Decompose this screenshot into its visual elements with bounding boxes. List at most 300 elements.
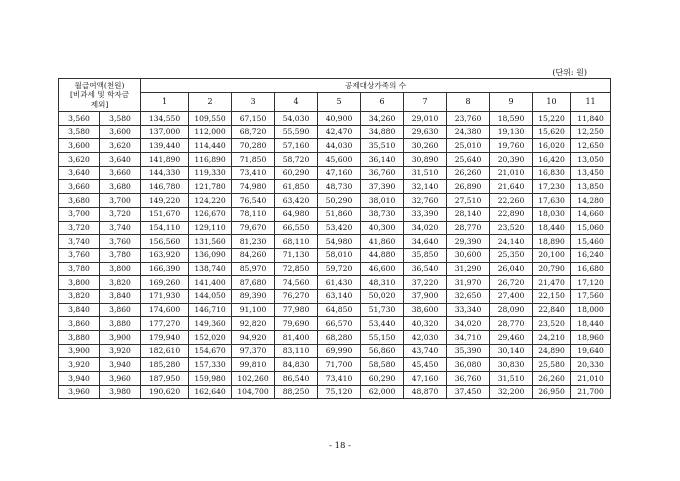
tax-amount-cell: 163,920 <box>141 248 189 262</box>
tax-amount-cell: 18,030 <box>533 207 571 221</box>
tax-amount-cell: 21,640 <box>490 180 533 194</box>
salary-to-cell: 3,800 <box>100 262 141 276</box>
tax-amount-cell: 30,830 <box>490 358 533 372</box>
tax-amount-cell: 85,970 <box>232 262 275 276</box>
tax-amount-cell: 16,420 <box>533 153 571 167</box>
tax-amount-cell: 74,560 <box>275 276 318 290</box>
tax-amount-cell: 62,000 <box>361 385 404 399</box>
table-row <box>59 125 611 139</box>
tax-amount-cell: 15,220 <box>533 112 571 126</box>
tax-amount-cell: 29,010 <box>404 112 447 126</box>
tax-amount-cell: 79,670 <box>232 221 275 235</box>
tax-amount-cell: 116,890 <box>189 153 232 167</box>
tax-amount-cell: 29,630 <box>404 125 447 139</box>
tax-amount-cell: 35,510 <box>361 139 404 153</box>
tax-amount-cell: 139,440 <box>141 139 189 153</box>
tax-amount-cell: 84,260 <box>232 248 275 262</box>
tax-amount-cell: 37,450 <box>447 385 490 399</box>
tax-amount-cell: 104,700 <box>232 385 275 399</box>
tax-amount-cell: 76,540 <box>232 194 275 208</box>
tax-amount-cell: 15,620 <box>533 125 571 139</box>
tax-amount-cell: 45,450 <box>404 358 447 372</box>
salary-from-cell: 3,860 <box>59 317 100 331</box>
tax-amount-cell: 59,720 <box>318 262 361 276</box>
tax-amount-cell: 136,090 <box>189 248 232 262</box>
tax-amount-cell: 99,810 <box>232 358 275 372</box>
tax-amount-cell: 68,110 <box>275 235 318 249</box>
tax-amount-cell: 182,610 <box>141 344 189 358</box>
table-row <box>59 372 611 386</box>
table-row <box>59 358 611 372</box>
tax-amount-cell: 23,520 <box>490 221 533 235</box>
tax-amount-cell: 44,030 <box>318 139 361 153</box>
tax-amount-cell: 16,680 <box>571 262 611 276</box>
tax-amount-cell: 146,710 <box>189 303 232 317</box>
table-row <box>59 248 611 262</box>
tax-amount-cell: 60,290 <box>275 166 318 180</box>
tax-amount-cell: 84,830 <box>275 358 318 372</box>
tax-amount-cell: 33,390 <box>404 207 447 221</box>
tax-amount-cell: 42,030 <box>404 331 447 345</box>
tax-amount-cell: 26,040 <box>490 262 533 276</box>
tax-amount-cell: 177,270 <box>141 317 189 331</box>
tax-amount-cell: 151,670 <box>141 207 189 221</box>
tax-amount-cell: 28,770 <box>447 221 490 235</box>
tax-amount-cell: 68,280 <box>318 331 361 345</box>
table-row <box>59 166 611 180</box>
tax-amount-cell: 26,260 <box>533 372 571 386</box>
tax-amount-cell: 89,390 <box>232 289 275 303</box>
salary-to-cell: 3,780 <box>100 248 141 262</box>
tax-amount-cell: 28,140 <box>447 207 490 221</box>
tax-amount-cell: 36,760 <box>361 166 404 180</box>
tax-amount-cell: 25,580 <box>533 358 571 372</box>
tax-amount-cell: 51,860 <box>318 207 361 221</box>
tax-amount-cell: 17,230 <box>533 180 571 194</box>
table-row <box>59 139 611 153</box>
tax-amount-cell: 68,720 <box>232 125 275 139</box>
tax-amount-cell: 63,420 <box>275 194 318 208</box>
salary-to-cell: 3,900 <box>100 331 141 345</box>
salary-to-cell: 3,960 <box>100 372 141 386</box>
tax-amount-cell: 21,470 <box>533 276 571 290</box>
salary-from-cell: 3,600 <box>59 139 100 153</box>
tax-amount-cell: 149,220 <box>141 194 189 208</box>
tax-amount-cell: 154,110 <box>141 221 189 235</box>
tax-amount-cell: 19,640 <box>571 344 611 358</box>
tax-amount-cell: 109,550 <box>189 112 232 126</box>
tax-amount-cell: 32,200 <box>490 385 533 399</box>
tax-amount-cell: 22,840 <box>533 303 571 317</box>
salary-to-cell: 3,920 <box>100 344 141 358</box>
tax-amount-cell: 169,260 <box>141 276 189 290</box>
tax-amount-cell: 53,440 <box>361 317 404 331</box>
tax-amount-cell: 53,420 <box>318 221 361 235</box>
family-count-cell: 7 <box>404 93 447 112</box>
tax-amount-cell: 36,080 <box>447 358 490 372</box>
tax-amount-cell: 58,580 <box>361 358 404 372</box>
tax-amount-cell: 190,620 <box>141 385 189 399</box>
tax-amount-cell: 37,220 <box>404 276 447 290</box>
tax-amount-cell: 26,260 <box>447 166 490 180</box>
table-row <box>59 194 611 208</box>
table-row <box>59 276 611 290</box>
tax-amount-cell: 29,390 <box>447 235 490 249</box>
tax-amount-cell: 70,280 <box>232 139 275 153</box>
salary-to-cell: 3,680 <box>100 180 141 194</box>
tax-amount-cell: 149,360 <box>189 317 232 331</box>
tax-amount-cell: 21,010 <box>490 166 533 180</box>
tax-amount-cell: 51,730 <box>361 303 404 317</box>
tax-amount-cell: 31,510 <box>490 372 533 386</box>
tax-amount-cell: 18,890 <box>533 235 571 249</box>
tax-amount-cell: 47,160 <box>318 166 361 180</box>
tax-amount-cell: 16,020 <box>533 139 571 153</box>
tax-amount-cell: 24,210 <box>533 331 571 345</box>
tax-amount-cell: 144,050 <box>189 289 232 303</box>
tax-amount-cell: 38,010 <box>361 194 404 208</box>
tax-amount-cell: 20,330 <box>571 358 611 372</box>
tax-amount-cell: 87,680 <box>232 276 275 290</box>
tax-amount-cell: 41,860 <box>361 235 404 249</box>
table-row <box>59 207 611 221</box>
tax-amount-cell: 81,230 <box>232 235 275 249</box>
tax-amount-cell: 26,720 <box>490 276 533 290</box>
tax-amount-cell: 22,890 <box>490 207 533 221</box>
tax-amount-cell: 157,330 <box>189 358 232 372</box>
tax-amount-cell: 71,130 <box>275 248 318 262</box>
salary-to-cell: 3,820 <box>100 276 141 290</box>
tax-amount-cell: 67,150 <box>232 112 275 126</box>
tax-amount-cell: 92,820 <box>232 317 275 331</box>
tax-amount-cell: 13,850 <box>571 180 611 194</box>
tax-amount-cell: 23,520 <box>533 317 571 331</box>
tax-amount-cell: 152,020 <box>189 331 232 345</box>
family-count-cell: 2 <box>189 93 232 112</box>
salary-from-cell: 3,840 <box>59 303 100 317</box>
tax-amount-cell: 71,700 <box>318 358 361 372</box>
tax-amount-cell: 18,000 <box>571 303 611 317</box>
salary-to-cell: 3,720 <box>100 207 141 221</box>
tax-amount-cell: 30,600 <box>447 248 490 262</box>
family-count-cell: 6 <box>361 93 404 112</box>
tax-amount-cell: 34,880 <box>361 125 404 139</box>
tax-amount-cell: 179,940 <box>141 331 189 345</box>
tax-amount-cell: 24,140 <box>490 235 533 249</box>
tax-amount-cell: 27,510 <box>447 194 490 208</box>
salary-range-header: 월급여액(천원) [비과세 및 학자금 제외] <box>59 79 141 112</box>
table-row <box>59 235 611 249</box>
salary-to-cell: 3,760 <box>100 235 141 249</box>
tax-amount-cell: 34,640 <box>404 235 447 249</box>
salary-from-cell: 3,940 <box>59 372 100 386</box>
tax-amount-cell: 174,600 <box>141 303 189 317</box>
tax-amount-cell: 48,730 <box>318 180 361 194</box>
tax-amount-cell: 25,350 <box>490 248 533 262</box>
tax-amount-cell: 76,270 <box>275 289 318 303</box>
salary-from-cell: 3,880 <box>59 331 100 345</box>
tax-amount-cell: 146,780 <box>141 180 189 194</box>
family-count-cell: 10 <box>533 93 571 112</box>
tax-amount-cell: 88,250 <box>275 385 318 399</box>
tax-amount-cell: 134,550 <box>141 112 189 126</box>
tax-amount-cell: 77,980 <box>275 303 318 317</box>
tax-amount-cell: 30,140 <box>490 344 533 358</box>
tax-amount-cell: 48,310 <box>361 276 404 290</box>
tax-amount-cell: 22,150 <box>533 289 571 303</box>
tax-amount-cell: 34,020 <box>447 317 490 331</box>
tax-amount-cell: 45,600 <box>318 153 361 167</box>
tax-amount-cell: 12,250 <box>571 125 611 139</box>
tax-amount-cell: 74,980 <box>232 180 275 194</box>
tax-amount-cell: 112,000 <box>189 125 232 139</box>
tax-amount-cell: 14,660 <box>571 207 611 221</box>
page-number: - 18 - <box>329 441 351 451</box>
tax-amount-cell: 20,100 <box>533 248 571 262</box>
tax-amount-cell: 156,560 <box>141 235 189 249</box>
tax-amount-cell: 17,630 <box>533 194 571 208</box>
tax-amount-cell: 13,450 <box>571 166 611 180</box>
tax-amount-cell: 44,880 <box>361 248 404 262</box>
tax-amount-cell: 31,510 <box>404 166 447 180</box>
tax-amount-cell: 15,060 <box>571 221 611 235</box>
salary-to-cell: 3,880 <box>100 317 141 331</box>
header-row-2 <box>59 93 611 112</box>
tax-amount-cell: 18,440 <box>571 317 611 331</box>
tax-amount-cell: 22,260 <box>490 194 533 208</box>
salary-from-cell: 3,580 <box>59 125 100 139</box>
tax-amount-cell: 37,900 <box>404 289 447 303</box>
tax-amount-cell: 159,980 <box>189 372 232 386</box>
tax-amount-cell: 34,260 <box>361 112 404 126</box>
tax-amount-cell: 55,590 <box>275 125 318 139</box>
salary-to-cell: 3,660 <box>100 166 141 180</box>
tax-amount-cell: 40,320 <box>404 317 447 331</box>
tax-amount-cell: 28,090 <box>490 303 533 317</box>
tax-amount-cell: 31,970 <box>447 276 490 290</box>
family-count-cell: 5 <box>318 93 361 112</box>
tax-amount-cell: 42,470 <box>318 125 361 139</box>
tax-amount-cell: 94,920 <box>232 331 275 345</box>
tax-amount-cell: 97,370 <box>232 344 275 358</box>
tax-amount-cell: 40,900 <box>318 112 361 126</box>
tax-amount-cell: 24,380 <box>447 125 490 139</box>
tax-amount-cell: 30,260 <box>404 139 447 153</box>
tax-amount-cell: 35,390 <box>447 344 490 358</box>
tax-amount-cell: 48,870 <box>404 385 447 399</box>
tax-amount-cell: 36,140 <box>361 153 404 167</box>
tax-amount-cell: 16,240 <box>571 248 611 262</box>
tax-amount-cell: 119,330 <box>189 166 232 180</box>
tax-amount-cell: 162,640 <box>189 385 232 399</box>
table-row <box>59 344 611 358</box>
tax-amount-cell: 171,930 <box>141 289 189 303</box>
table-row <box>59 331 611 345</box>
tax-amount-cell: 83,110 <box>275 344 318 358</box>
table-row <box>59 153 611 167</box>
tax-amount-cell: 21,010 <box>571 372 611 386</box>
tax-amount-cell: 29,460 <box>490 331 533 345</box>
tax-amount-cell: 61,430 <box>318 276 361 290</box>
salary-to-cell: 3,940 <box>100 358 141 372</box>
tax-amount-cell: 64,980 <box>275 207 318 221</box>
family-count-cell: 3 <box>232 93 275 112</box>
salary-to-cell: 3,600 <box>100 125 141 139</box>
tax-amount-cell: 26,890 <box>447 180 490 194</box>
tax-amount-cell: 114,440 <box>189 139 232 153</box>
family-count-cell: 11 <box>571 93 611 112</box>
tax-amount-cell: 71,850 <box>232 153 275 167</box>
tax-amount-cell: 66,570 <box>318 317 361 331</box>
tax-amount-cell: 78,110 <box>232 207 275 221</box>
tax-amount-cell: 64,850 <box>318 303 361 317</box>
salary-from-cell: 3,960 <box>59 385 100 399</box>
tax-amount-cell: 185,280 <box>141 358 189 372</box>
tax-amount-cell: 124,220 <box>189 194 232 208</box>
salary-to-cell: 3,840 <box>100 289 141 303</box>
tax-amount-cell: 72,850 <box>275 262 318 276</box>
tax-amount-cell: 32,650 <box>447 289 490 303</box>
tax-amount-cell: 11,840 <box>571 112 611 126</box>
family-count-cell: 8 <box>447 93 490 112</box>
tax-amount-cell: 43,740 <box>404 344 447 358</box>
tax-amount-cell: 13,050 <box>571 153 611 167</box>
salary-to-cell: 3,740 <box>100 221 141 235</box>
tax-amount-cell: 63,140 <box>318 289 361 303</box>
tax-amount-cell: 18,590 <box>490 112 533 126</box>
table-row <box>59 112 611 126</box>
salary-from-cell: 3,820 <box>59 289 100 303</box>
family-count-cell: 9 <box>490 93 533 112</box>
tax-amount-cell: 137,000 <box>141 125 189 139</box>
tax-amount-cell: 20,790 <box>533 262 571 276</box>
tax-amount-cell: 66,550 <box>275 221 318 235</box>
tax-amount-cell: 121,780 <box>189 180 232 194</box>
tax-amount-cell: 32,140 <box>404 180 447 194</box>
tax-amount-cell: 19,760 <box>490 139 533 153</box>
tax-amount-cell: 50,020 <box>361 289 404 303</box>
tax-amount-cell: 56,860 <box>361 344 404 358</box>
tax-amount-cell: 38,730 <box>361 207 404 221</box>
tax-amount-cell: 23,760 <box>447 112 490 126</box>
tax-amount-cell: 60,290 <box>361 372 404 386</box>
salary-from-cell: 3,720 <box>59 221 100 235</box>
salary-from-cell: 3,700 <box>59 207 100 221</box>
tax-amount-cell: 24,890 <box>533 344 571 358</box>
tax-amount-cell: 36,760 <box>447 372 490 386</box>
salary-from-cell: 3,760 <box>59 248 100 262</box>
tax-amount-cell: 187,950 <box>141 372 189 386</box>
table-row <box>59 180 611 194</box>
salary-from-cell: 3,780 <box>59 262 100 276</box>
tax-amount-cell: 34,020 <box>404 221 447 235</box>
table-row <box>59 385 611 399</box>
withholding-tax-table <box>58 78 611 399</box>
tax-amount-cell: 34,710 <box>447 331 490 345</box>
tax-amount-cell: 57,160 <box>275 139 318 153</box>
tax-amount-cell: 54,030 <box>275 112 318 126</box>
tax-amount-cell: 86,540 <box>275 372 318 386</box>
tax-amount-cell: 14,280 <box>571 194 611 208</box>
unit-note: (단위: 원) <box>552 68 587 77</box>
tax-amount-cell: 18,440 <box>533 221 571 235</box>
tax-amount-cell: 58,720 <box>275 153 318 167</box>
tax-amount-cell: 54,980 <box>318 235 361 249</box>
tax-amount-cell: 33,340 <box>447 303 490 317</box>
tax-amount-cell: 21,700 <box>571 385 611 399</box>
table-row <box>59 262 611 276</box>
tax-amount-cell: 18,960 <box>571 331 611 345</box>
tax-amount-cell: 55,150 <box>361 331 404 345</box>
tax-amount-cell: 73,410 <box>232 166 275 180</box>
tax-amount-cell: 36,540 <box>404 262 447 276</box>
table-row <box>59 303 611 317</box>
table-row <box>59 317 611 331</box>
tax-amount-cell: 102,260 <box>232 372 275 386</box>
tax-amount-cell: 166,390 <box>141 262 189 276</box>
tax-amount-cell: 81,400 <box>275 331 318 345</box>
tax-amount-cell: 61,850 <box>275 180 318 194</box>
tax-amount-cell: 126,670 <box>189 207 232 221</box>
salary-to-cell: 3,860 <box>100 303 141 317</box>
tax-amount-cell: 40,300 <box>361 221 404 235</box>
table-row <box>59 289 611 303</box>
tax-amount-cell: 141,400 <box>189 276 232 290</box>
tax-amount-cell: 16,830 <box>533 166 571 180</box>
tax-amount-cell: 50,290 <box>318 194 361 208</box>
tax-amount-cell: 91,100 <box>232 303 275 317</box>
tax-amount-cell: 30,890 <box>404 153 447 167</box>
tax-amount-cell: 26,950 <box>533 385 571 399</box>
tax-amount-cell: 27,400 <box>490 289 533 303</box>
tax-amount-cell: 28,770 <box>490 317 533 331</box>
tax-amount-cell: 69,990 <box>318 344 361 358</box>
tax-amount-cell: 47,160 <box>404 372 447 386</box>
salary-to-cell: 3,980 <box>100 385 141 399</box>
tax-amount-cell: 154,670 <box>189 344 232 358</box>
tax-amount-cell: 15,460 <box>571 235 611 249</box>
tax-amount-cell: 138,740 <box>189 262 232 276</box>
tax-amount-cell: 129,110 <box>189 221 232 235</box>
salary-to-cell: 3,640 <box>100 153 141 167</box>
tax-amount-cell: 58,010 <box>318 248 361 262</box>
salary-from-cell: 3,660 <box>59 180 100 194</box>
salary-from-cell: 3,920 <box>59 358 100 372</box>
tax-amount-cell: 141,890 <box>141 153 189 167</box>
family-count-header: 공제대상가족의 수 <box>141 79 611 93</box>
salary-from-cell: 3,640 <box>59 166 100 180</box>
tax-amount-cell: 25,640 <box>447 153 490 167</box>
salary-to-cell: 3,580 <box>100 112 141 126</box>
tax-amount-cell: 12,650 <box>571 139 611 153</box>
tax-amount-cell: 79,690 <box>275 317 318 331</box>
tax-amount-cell: 20,390 <box>490 153 533 167</box>
tax-amount-cell: 25,010 <box>447 139 490 153</box>
family-count-cell: 1 <box>141 93 189 112</box>
tax-amount-cell: 46,600 <box>361 262 404 276</box>
salary-from-cell: 3,680 <box>59 194 100 208</box>
table-row <box>59 221 611 235</box>
tax-amount-cell: 38,600 <box>404 303 447 317</box>
salary-to-cell: 3,700 <box>100 194 141 208</box>
salary-to-cell: 3,620 <box>100 139 141 153</box>
header-row-1 <box>59 79 611 93</box>
tax-amount-cell: 35,850 <box>404 248 447 262</box>
family-count-cell: 4 <box>275 93 318 112</box>
salary-from-cell: 3,800 <box>59 276 100 290</box>
tax-amount-cell: 131,560 <box>189 235 232 249</box>
salary-from-cell: 3,620 <box>59 153 100 167</box>
